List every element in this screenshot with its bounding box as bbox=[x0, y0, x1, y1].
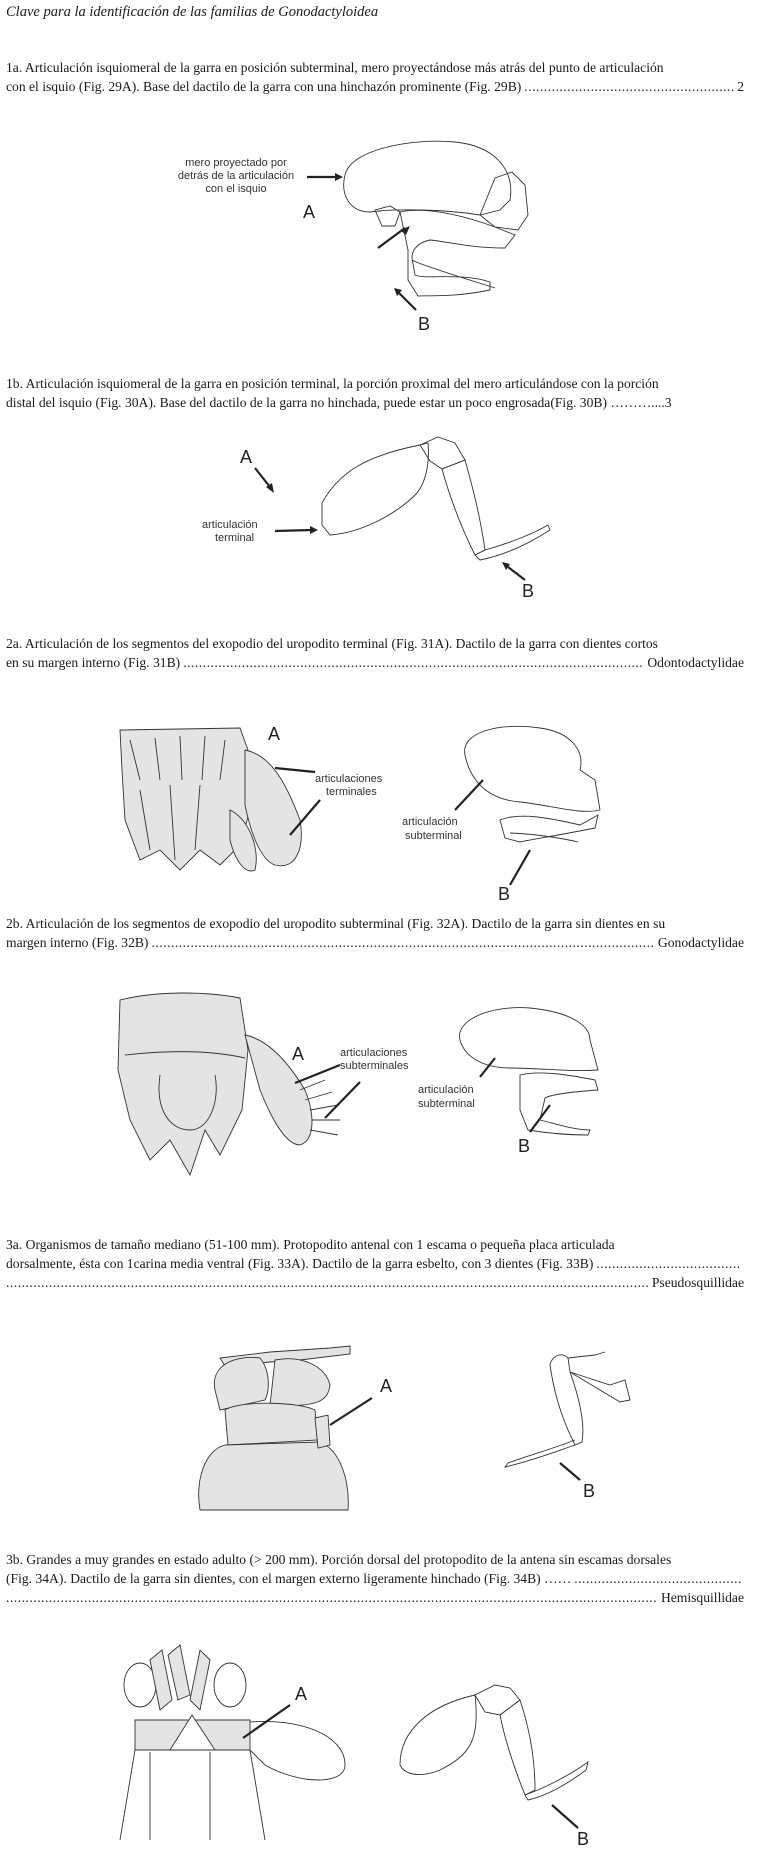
leader-dots bbox=[524, 77, 734, 96]
figure-33 bbox=[150, 1330, 650, 1520]
eye-left bbox=[214, 1357, 268, 1410]
merus-outline bbox=[322, 443, 428, 535]
propodus-outline bbox=[500, 1700, 535, 1795]
label-a: A bbox=[268, 724, 281, 744]
arrow bbox=[255, 468, 270, 487]
figure-34 bbox=[100, 1640, 700, 1851]
merus-outline bbox=[344, 141, 511, 215]
figure-callout: articulación bbox=[418, 1084, 474, 1096]
leader-dots bbox=[183, 653, 644, 672]
figure-31 bbox=[100, 710, 650, 910]
uropod-and-claw-illustration bbox=[100, 980, 650, 1180]
couplet-3a bbox=[6, 1235, 744, 1292]
arrow bbox=[560, 1463, 580, 1480]
figure-callout: detrás de la articulación bbox=[177, 170, 295, 182]
telson-drawing bbox=[120, 728, 250, 870]
figure-callout: terminales bbox=[326, 786, 377, 798]
carapace-drawing bbox=[199, 1442, 349, 1510]
document-title: Clave para la identificación de las familias de Gonodactyloidea bbox=[6, 4, 379, 20]
leader-dots bbox=[151, 933, 654, 952]
couplet-3b bbox=[6, 1550, 744, 1607]
figure-callout: mero proyectado por bbox=[185, 157, 287, 169]
couplet-2b bbox=[6, 914, 744, 952]
couplet-2a bbox=[6, 634, 744, 672]
label-b: B bbox=[577, 1829, 590, 1849]
couplet-result: Hemisquillidae bbox=[660, 1590, 744, 1605]
antennal-scale bbox=[315, 1415, 330, 1448]
rostral-plate bbox=[225, 1403, 318, 1445]
figure-callout: articulaciones bbox=[315, 773, 383, 785]
claw-illustration bbox=[150, 130, 570, 350]
label-a: A bbox=[380, 1376, 393, 1396]
arrow bbox=[295, 1065, 340, 1083]
arrow bbox=[530, 1105, 550, 1132]
couplet-line: distal del isquio (Fig. 30A). Base del dactilo de la garra no hinchada, puede estar un poco engrosada(Fig. 30B) ……… bbox=[6, 395, 652, 410]
figure-30 bbox=[180, 425, 580, 605]
arrow bbox=[330, 1398, 372, 1425]
couplet-line: 2b. Articulación de los segmentos de exopodio del uropodito subterminal (Fig. 32A). Dactilo de la garra sin dientes en su bbox=[6, 916, 666, 931]
couplet-1a bbox=[6, 58, 744, 96]
label-b: B bbox=[583, 1481, 596, 1501]
merus-outline bbox=[460, 1008, 598, 1071]
propodus-outline bbox=[550, 1355, 583, 1445]
label-a: A bbox=[292, 1044, 305, 1064]
leader-dots bbox=[574, 1569, 741, 1588]
label-a: A bbox=[303, 202, 316, 222]
eye-right bbox=[214, 1663, 246, 1707]
carpus-outline bbox=[475, 1685, 520, 1715]
couplet-line: en su margen interno (Fig. 31B) bbox=[6, 655, 181, 670]
figure-32 bbox=[100, 980, 650, 1180]
antennal-scale bbox=[250, 1721, 345, 1780]
propodus-outline bbox=[442, 460, 485, 555]
dactyl-outline bbox=[475, 525, 550, 560]
label-b: B bbox=[498, 884, 511, 904]
arrow-head bbox=[400, 226, 410, 235]
eye-right bbox=[270, 1359, 330, 1406]
figure-29 bbox=[150, 130, 570, 350]
ischium-outline bbox=[375, 206, 400, 226]
antenna-and-claw-illustration bbox=[100, 1640, 700, 1851]
arrow bbox=[508, 567, 525, 580]
arrow bbox=[398, 292, 416, 310]
label-a: A bbox=[240, 447, 253, 467]
arrow bbox=[455, 780, 483, 810]
uropod-and-claw-illustration bbox=[100, 710, 650, 910]
arrow-head bbox=[335, 173, 343, 181]
couplet-result: Odontodactylidae bbox=[647, 655, 744, 670]
couplet-result: Pseudosquillidae bbox=[651, 1275, 744, 1290]
figure-callout: subterminal bbox=[418, 1098, 475, 1110]
antennules-drawing bbox=[150, 1645, 210, 1710]
arrow-head bbox=[310, 526, 318, 534]
label-b: B bbox=[518, 1136, 531, 1156]
label-b: B bbox=[418, 314, 431, 334]
figure-callout: con el isquio bbox=[205, 183, 267, 195]
antenna-and-claw-illustration bbox=[150, 1330, 650, 1520]
couplet-line: 3a. Organismos de tamaño mediano (51-100 mm). Protopodito antenal con 1 escama o pequeña placa articulada bbox=[6, 1237, 615, 1252]
arrow bbox=[378, 228, 405, 248]
arrow bbox=[552, 1805, 578, 1828]
label-a: A bbox=[295, 1684, 308, 1704]
label-b: B bbox=[522, 581, 535, 601]
arrow bbox=[275, 768, 315, 772]
couplet-line: 1a. Articulación isquiomeral de la garra en posición subterminal, mero proyectándose más atrás del punto de articulación bbox=[6, 60, 664, 75]
telson-drawing bbox=[118, 993, 248, 1175]
couplet-result: Gonodactylidae bbox=[657, 935, 744, 950]
figure-callout: articulaciones bbox=[340, 1047, 408, 1059]
claw-illustration bbox=[180, 425, 580, 605]
figure-callout: subterminales bbox=[340, 1060, 409, 1072]
carpus-outline bbox=[480, 172, 528, 230]
leader-dots bbox=[6, 1273, 649, 1292]
couplet-1b bbox=[6, 374, 744, 412]
carpus-outline bbox=[420, 437, 465, 469]
dactyl-outline bbox=[412, 260, 495, 288]
arrow bbox=[480, 1058, 495, 1077]
figure-callout: terminal bbox=[215, 532, 255, 544]
merus-outline bbox=[465, 726, 600, 811]
figure-callout: articulación bbox=[402, 816, 458, 828]
dactyl-outline bbox=[505, 1440, 575, 1467]
couplet-line: 1b. Articulación isquiomeral de la garra en posición terminal, la porción proximal del mero articulándose con la porción bbox=[6, 376, 659, 391]
arrow bbox=[275, 530, 312, 531]
propodus-outline bbox=[500, 815, 598, 842]
leader-dots bbox=[596, 1254, 741, 1273]
couplet-line: margen interno (Fig. 32B) bbox=[6, 935, 149, 950]
merus-outline bbox=[400, 1695, 476, 1775]
couplet-line: 2a. Articulación de los segmentos del exopodio del uropodito terminal (Fig. 31A). Dactilo de la garra con dientes cortos bbox=[6, 636, 658, 651]
figure-callout: articulación bbox=[202, 519, 258, 531]
couplet-line: con el isquio (Fig. 29A). Base del dactilo de la garra con una hinchazón prominente (Fig. 29B) bbox=[6, 79, 522, 94]
couplet-line: 3b. Grandes a muy grandes en estado adulto (> 200 mm). Porción dorsal del protopodito de la antena sin escamas dorsales bbox=[6, 1552, 672, 1567]
couplet-line: (Fig. 34A). Dactilo de la garra sin dientes, con el margen externo ligeramente hinchado (Fig. 34B) …… bbox=[6, 1571, 572, 1586]
arrow bbox=[325, 1082, 360, 1118]
eye-left bbox=[124, 1663, 156, 1707]
propodus-outline bbox=[400, 210, 515, 296]
leader-dots bbox=[6, 1588, 658, 1607]
figure-callout: subterminal bbox=[405, 830, 462, 842]
couplet-line: dorsalmente, ésta con 1carina media ventral (Fig. 33A). Dactilo de la garra esbelto, con 3 dientes (Fig. 33B) bbox=[6, 1256, 594, 1271]
arrow bbox=[510, 850, 530, 885]
carapace-outline bbox=[120, 1750, 265, 1840]
couplet-result: ....3 bbox=[651, 395, 672, 410]
propodus-outline bbox=[520, 1073, 598, 1135]
couplet-result: 2 bbox=[737, 79, 744, 94]
